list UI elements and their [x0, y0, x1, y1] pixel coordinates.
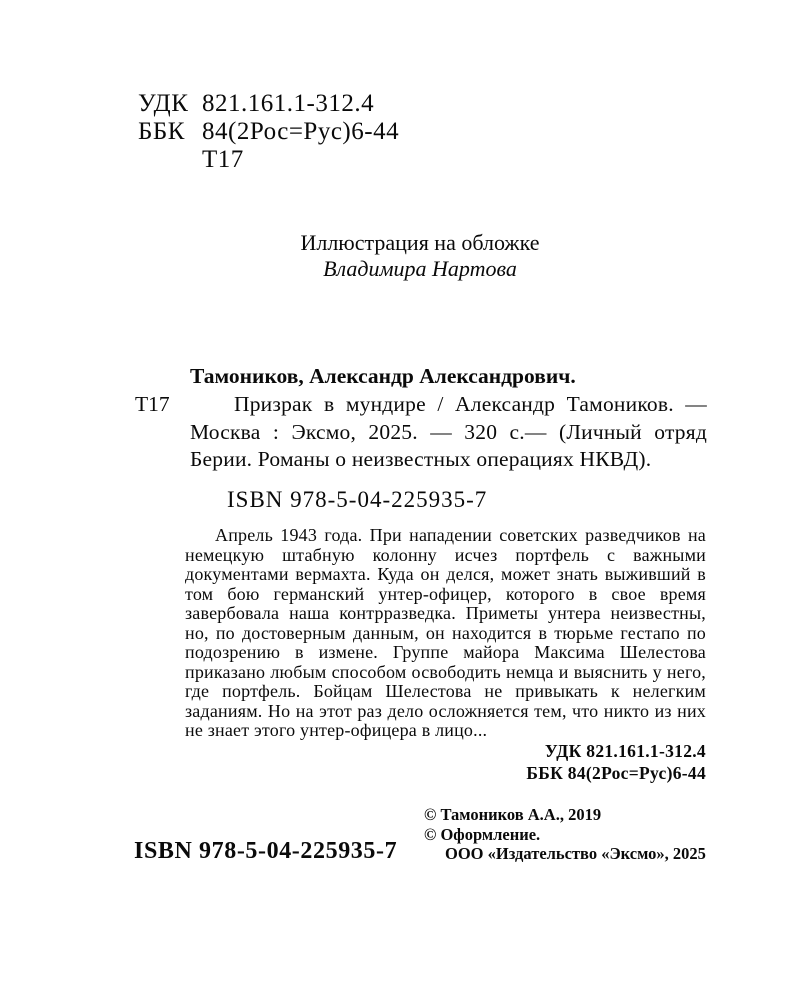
- bbk-label: ББК: [138, 118, 185, 145]
- udk-label: УДК: [138, 90, 189, 117]
- copyright-block: [424, 805, 706, 864]
- author-sign-top: Т17: [202, 146, 244, 173]
- author-sign-row: [138, 146, 399, 174]
- annotation-block: [185, 526, 706, 741]
- classification-bottom-block: [185, 741, 706, 784]
- copyright-publisher: ООО «Издательство «Эксмо», 2025: [445, 844, 706, 863]
- author-sign-spacer: [138, 146, 202, 174]
- bbk-value: 84(2Рос=Рус)6-44: [202, 118, 400, 145]
- author-heading: Тамоников, Александр Александрович.: [190, 364, 576, 388]
- udk-row: [138, 90, 399, 118]
- cover-illustration-credit: [135, 230, 705, 282]
- bbk-row: [138, 118, 399, 146]
- illustrator-name: Владимира Нартова: [323, 256, 517, 281]
- isbn-bottom: ISBN 978-5-04-225935-7: [134, 838, 398, 864]
- annotation-text: Апрель 1943 года. При нападении советских разведчиков на немецкую штабную колонну исчез портфель с важными документами вермахта. Куда он делся, может знать выживший в том бою германский унтер-офицер, которого в свое время завербовала наша контрразведка. Приметы унтера неизвестны, но, по достоверным данным, он находится в тюрьме гестапо по подозрению в измене. Группе майора Максима Шелестова приказано любым способом освободить немца и выяснить у него, где портфель. Бойцам Шелестова не привыкать к нелегким заданиям. Но на этот раз дело осложняется тем, что никто из них не знает этого унтер-офицера в лицо...: [185, 525, 706, 740]
- bbk-bottom: ББК 84(2Рос=Рус)6-44: [526, 762, 706, 783]
- bibliographic-description: Призрак в мундире / Александр Тамоников. — Москва : Эксмо, 2025. — 320 с.— (Личный отряд Берии. Романы о неизвестных операциях НКВД).: [190, 392, 707, 471]
- classification-top-block: [138, 90, 399, 174]
- isbn-card: ISBN 978-5-04-225935-7: [227, 486, 488, 512]
- copyright-author: © Тамоников А.А., 2019: [424, 805, 602, 824]
- copyright-design: © Оформление.: [424, 824, 541, 844]
- udk-bottom: УДК 821.161.1-312.4: [544, 741, 706, 761]
- illustration-credit-line: Иллюстрация на обложке: [300, 230, 540, 255]
- udk-value: 821.161.1-312.4: [202, 90, 375, 117]
- catalog-card-body: [135, 391, 707, 474]
- author-sign-card: Т17: [135, 392, 170, 416]
- catalog-card: [135, 363, 707, 513]
